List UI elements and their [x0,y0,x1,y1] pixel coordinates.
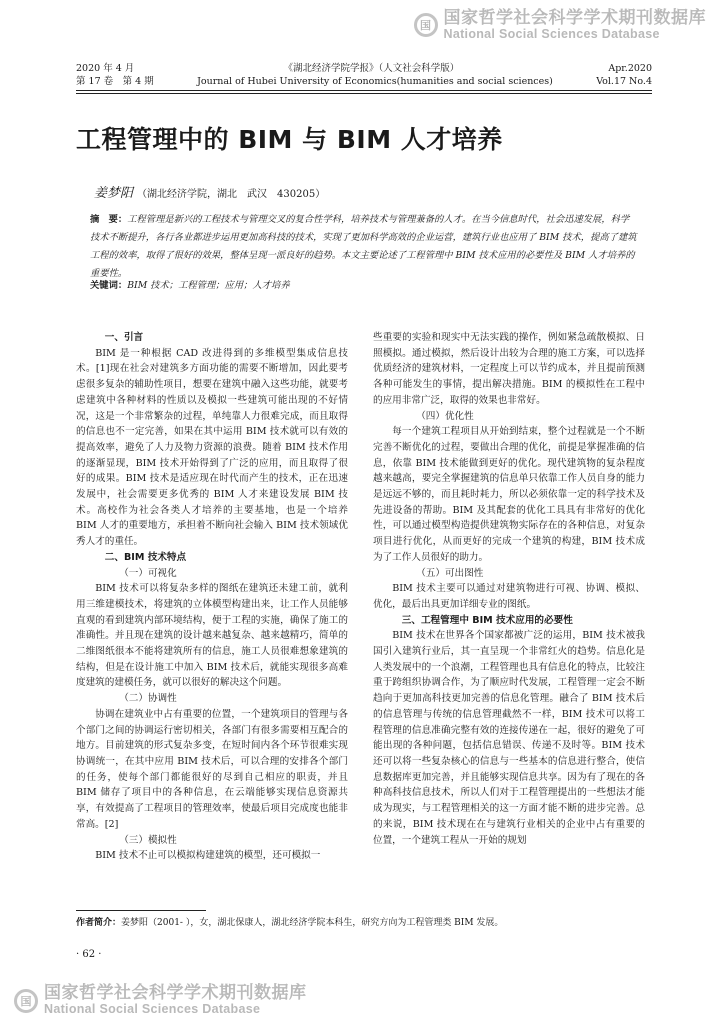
database-logo-icon: 国 [14,989,38,1013]
header-rule-thin [76,93,652,94]
paragraph: BIM 是一种根据 CAD 改进得到的多维模型集成信息技术。[1]现在社会对建筑多方面功能的需要不断增加，因此要考虑很多复杂的辅助性项目，想要在建筑中融入这些功能，就要考虑建筑中各种材料的性质以及模拟一些建筑可能出现的不好情况，这是一个非常繁杂的过程，单纯靠人力很难完成，而且取得的信息也不一定完善，如果在其中运用 BIM 技术就可以有效的提高效率，避免了人力及物力资源的浪费。随着 BIM 技术作用的逐渐显现，BIM 技术开始得到了广泛的应用，而且取得了很好的成果。BIM 技术是适应现在时代而产生的技术，正在迅速发展中，社会需要更多优秀的 BIM 人才来建设发展 BIM 技术。高校作为社会各类人才培养的主要基地，也是一个培养 BIM 人才的重要地方，承担着不断向社会输入 BIM 技术领域优秀人才的重任。 [76,347,348,548]
subsection-heading: （三）模拟性 [119,834,177,846]
paragraph: 每一个建筑工程项目从开始到结束，整个过程就是一个不断完善不断优化的过程，要做出合理的优化，前提是掌握准确的信息，依靠 BIM 技术能做到更好的优化。现代建筑物的复杂程度越来越高，要完全掌握建筑的信息单只依靠工作人员自身的能力是远远不够的，而且耗时耗力，所以必须依靠一定的科学技术及先进设备的帮助。BIM 及其配套的优化工具具有非常好的优化性，可以通过模型构造提供建筑物实际存在的各种信息，对复杂项目进行优化，从而更好的完成一个建筑的构建，BIM 技术成为了工作人员很好的助力。 [373,426,645,563]
paragraph: 些重要的实验和现实中无法实践的操作，例如紧急疏散模拟、日照模拟。通过模拟，然后设计出较为合理的施工方案，可以选择优质经济的建筑材料，一定程度上可以节约成本，并且提前预测各种可能发生的事情，提出解决措施。BIM 的模拟性在工程中的应用非常广泛，取得的效果也非常好。 [373,332,645,406]
section-heading: 一、引言 [104,332,144,343]
subsection-heading: （四）优化性 [416,410,474,422]
abstract-label: 摘 要： [90,214,128,225]
keywords-label: 关键词： [90,280,128,291]
keywords-text: BIM 技术；工程管理；应用；人才培养 [127,280,290,291]
abstract-text: 工程管理是新兴的工程技术与管理交叉的复合性学科，培养技术与管理兼备的人才。在当今信息时代，社会迅速发展，科学技术不断提升，各行各业都进步运用更加高科技的技术，实现了更加科学高效的企业运营，建筑行业也应用了 BIM 技术，提高了建筑工程的效率，取得了很好的效果，整体呈现一派良好的趋势。本文主要论述了工程管理中 BIM 技术应用的必要性及 BIM 人才培养的重要性。 [90,214,637,279]
footnote-label: 作者简介： [76,918,122,928]
watermark-cn-bottom: 国家哲学社会科学学术期刊数据库 [44,983,307,1004]
section-heading: 二、BIM 技术特点 [104,551,187,563]
watermark-top [414,10,707,41]
paragraph: BIM 技术主要可以通过对建筑物进行可视、协调、模拟、优化，最后出具更加详细专业的图纸。 [373,583,645,610]
section-heading: 三、工程管理中 BIM 技术应用的必要性 [401,614,573,626]
header-rule [76,90,652,91]
body-column-right [373,330,645,848]
journal-header [76,62,652,94]
subsection-heading: （一）可视化 [119,567,177,579]
header-date-en: Apr.2020 [608,63,652,74]
paragraph: 协调在建筑业中占有重要的位置，一个建筑项目的管理与各个部门之间的协调运行密切相关，各部门有很多需要相互配合的地方。目前建筑的形式复杂多变，在短时间内各个环节很难实现协调统一，在其中应用 BIM 技术后，可以合理的安排各个部门的任务，使每个部门都能很好的尽到自己相应的职责，并且 BIM 储存了项目中的各种信息，在云端能够实现信息资源共享，有效提高了工程项目的管理效率，使最后项目完成度也能非常高。[2] [76,708,348,830]
paragraph: BIM 技术可以将复杂多样的图纸在建筑还未建工前，就利用三维建模技术，将建筑的立体模型构建出来，让工作人员能够直观的看到建筑内部环境结构，便于工程的实施，确保了施工的准确性。并且现在建筑的设计越来越复杂、越来越精巧，简单的二维图纸很本不能将建筑所有的信息，施工人员很难想象建筑的结构，但是在设计施工中加入 BIM 技术后，就能实现很多高难度建筑的建模任务，就可以很好的解决这个问题。 [76,583,348,689]
footnote-text: 姜梦阳（2001- ），女，湖北保康人，湖北经济学院本科生，研究方向为工程管理类 BIM 发展。 [121,918,504,928]
paragraph: BIM 技术在世界各个国家都被广泛的运用，BIM 技术被我国引入建筑行业后，其一直呈现一个非常红火的趋势。信息化是人类发展中的一个浪潮，工程管理也具有信息化的特点，比较注重于跨组织协调合作，为了顺应时代发展，工程管理一定会不断趋向于更加高科技更加完善的信息化管理。融合了 BIM 技术后的信息管理与传统的信息管理截然不一样，BIM 技术可以将工程管理的信息准确完整有效的连接传递在一起，很好的避免了可能出现的各种问题，包括信息错误、传递不及时等。BIM 技术还可以将一些复杂核心的信息与一些基本的信息进行整合，使信息数据库更加完善，并且能够实现信息共享。因为有了现在的各种高科技信息技术，所以人们对于工程管理提出的一些想法才能成为现实，与工程管理相关的这一方面才能不断的进步完善。总的来说，BIM 技术现在在与建筑行业相关的企业中占有重要的位置，一个建筑工程从一开始的规划 [373,630,645,846]
footnote-rule [76,910,206,911]
watermark-en: National Social Sciences Database [443,26,660,41]
footnote [76,910,652,928]
header-vol-en: Vol.17 No.4 [596,76,652,87]
subsection-heading: （五）可出图性 [416,567,484,579]
header-volume: 第 17 卷 第 4 期 [76,76,154,87]
subsection-heading: （二）协调性 [119,693,177,705]
database-logo-icon: 国 [414,13,438,37]
watermark-bottom [14,985,307,1016]
paragraph: BIM 技术不止可以模拟构建建筑的模型，还可模拟一 [95,850,321,862]
keywords [90,277,638,291]
author-line [94,182,325,201]
header-journal-en: Journal of Hubei University of Economics(humanities and social sciences) [197,76,553,87]
header-journal-cn: 《湖北经济学院学报》（人文社会科学版） [283,63,460,74]
page-number: · 62 · [76,949,102,960]
body-column-left [76,330,348,864]
watermark-en-bottom: National Social Sciences Database [44,1001,261,1016]
author-name: 姜梦阳 [94,186,134,201]
header-date: 2020 年 4 月 [76,63,135,74]
abstract [90,211,638,283]
paper-title: 工程管理中的 BIM 与 BIM 人才培养 [76,125,503,154]
author-affiliation: （湖北经济学院，湖北 武汉 430205） [137,189,326,200]
watermark-cn: 国家哲学社会科学学术期刊数据库 [443,8,706,28]
